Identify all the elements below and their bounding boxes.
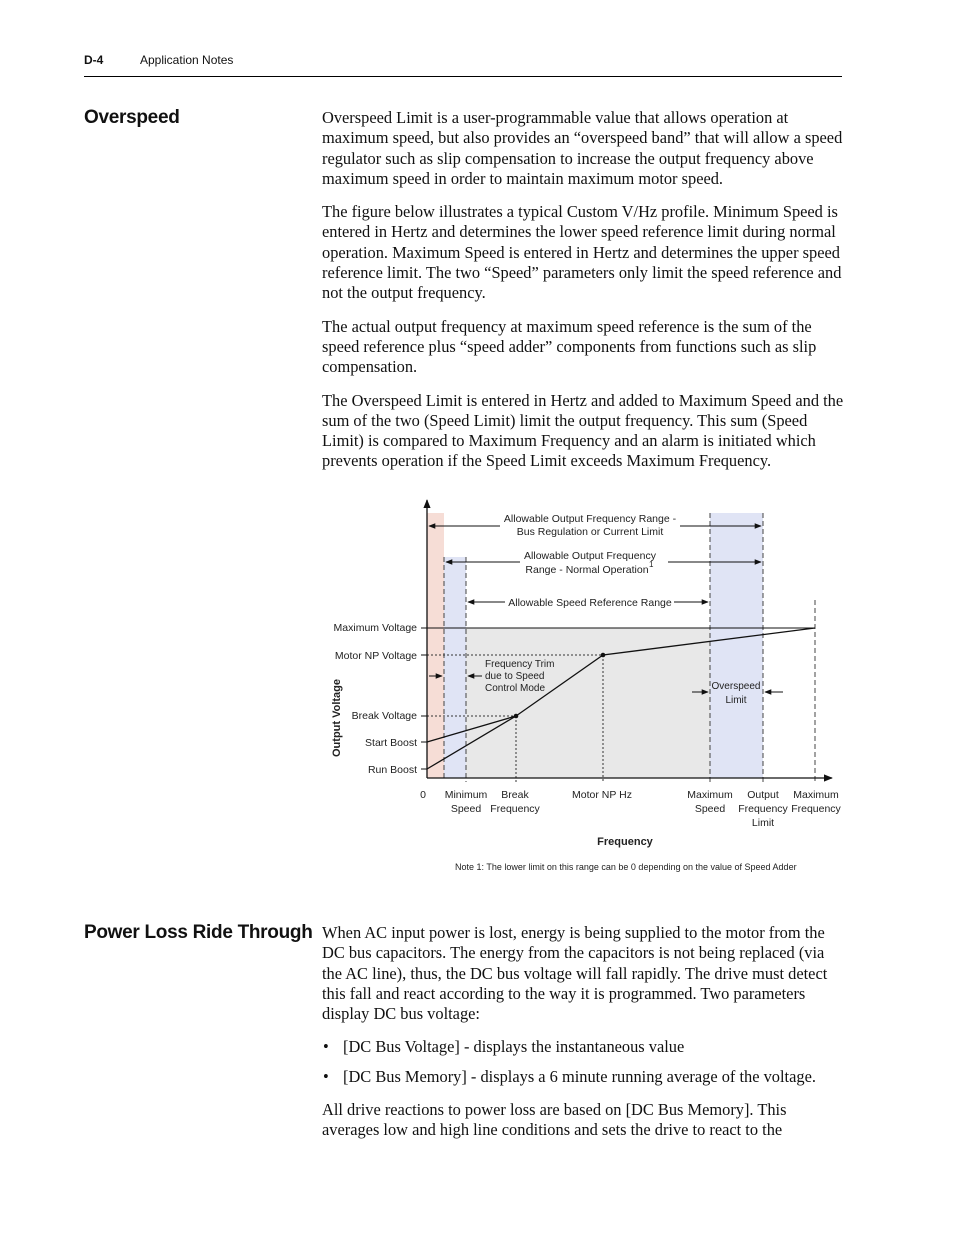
page-number: D-4 bbox=[84, 53, 104, 67]
x-label-max-freq-2: Frequency bbox=[791, 803, 841, 815]
freq-trim-label-2: due to Speed bbox=[485, 671, 545, 682]
x-label-max-speed-2: Speed bbox=[694, 803, 726, 815]
output-freq-range-label-2: Bus Regulation or Current Limit bbox=[516, 526, 664, 538]
normal-op-range-label-2: Range - Normal Operation bbox=[525, 564, 649, 576]
overspeed-paragraph-2: The figure below illustrates a typical Custom V/Hz profile. Minimum Speed is entered in Hertz and determines the lower speed reference limit during normal operation. Maximum Speed is entered in Hertz and determines the upper speed reference limit. The two “Speed” parameters only limit the speed reference and not the output frequency. bbox=[322, 202, 842, 303]
normal-op-range-label-1: Allowable Output Frequency bbox=[524, 550, 656, 562]
x-label-max-freq-1: Maximum bbox=[793, 789, 839, 801]
overspeed-paragraph-1: Overspeed Limit is a user-programmable value that allows operation at maximum speed, but also provides an “overspeed band” that will allow a speed regulator such as slip compensation to increase the output frequency above maximum speed in order to maintain maximum motor speed. bbox=[322, 108, 843, 188]
list-item-text: [DC Bus Voltage] - displays the instantaneous value bbox=[343, 1037, 685, 1057]
motor-np-point bbox=[601, 653, 606, 658]
power-loss-paragraph-2: All drive reactions to power loss are based on [DC Bus Memory]. This averages low and high line conditions and sets the drive to react to the bbox=[322, 1100, 787, 1140]
x-label-out-freq-limit-2: Frequency bbox=[738, 803, 788, 815]
list-item-text: [DC Bus Memory] - displays a 6 minute running average of the voltage. bbox=[343, 1066, 816, 1086]
overspeed-limit-label-1: Overspeed bbox=[711, 681, 761, 692]
bullet-glyph: • bbox=[323, 1066, 329, 1086]
x-label-max-speed-1: Maximum bbox=[687, 789, 733, 801]
y-axis-title: Output Voltage bbox=[331, 678, 343, 758]
y-label-motor-np-voltage: Motor NP Voltage bbox=[334, 650, 417, 662]
speed-reference-region bbox=[466, 628, 710, 778]
y-label-break-voltage: Break Voltage bbox=[351, 710, 417, 722]
bullet-glyph: • bbox=[323, 1037, 329, 1057]
x-label-motor-np-hz: Motor NP Hz bbox=[572, 789, 632, 801]
x-label-min-speed-1: Minimum bbox=[444, 789, 488, 801]
break-point bbox=[514, 714, 519, 719]
y-label-start-boost: Start Boost bbox=[365, 737, 417, 749]
power-loss-body bbox=[322, 923, 844, 1154]
y-label-run-boost: Run Boost bbox=[367, 764, 417, 776]
x-label-break-freq-2: Frequency bbox=[490, 803, 540, 815]
overspeed-paragraph-3: The actual output frequency at maximum speed reference is the sum of the speed reference plus “speed adder” components from functions such as slip compensation. bbox=[322, 316, 817, 377]
x-label-zero: 0 bbox=[420, 789, 426, 801]
power-loss-paragraph-1: When AC input power is lost, energy is being supplied to the motor from the DC bus capacitors. The energy from the capacitors is not being replaced (via the AC line), thus, the DC bus voltage will fall rapidly. The drive must detect this fall and react according to the way it is programmed. Two parameters display DC bus voltage: bbox=[322, 923, 828, 1024]
speed-ref-range-label: Allowable Speed Reference Range bbox=[508, 597, 672, 609]
running-header-title: Application Notes bbox=[140, 53, 234, 67]
freq-trim-label-3: Control Mode bbox=[485, 683, 546, 694]
overspeed-paragraph-4: The Overspeed Limit is entered in Hertz and added to Maximum Speed and the sum of the two (Speed Limit) limit the output frequency. This sum (Speed Limit) is compared to Maximum Frequency and an alarm is initiated which prevents operation if the Speed Limit exceeds Maximum Frequency. bbox=[322, 390, 844, 471]
x-label-out-freq-limit-1: Output bbox=[747, 789, 779, 801]
freq-trim-label-1: Frequency Trim bbox=[485, 659, 555, 670]
blue-band-low bbox=[444, 557, 466, 778]
list-item bbox=[322, 1067, 844, 1087]
output-freq-range-label-1: Allowable Output Frequency Range - bbox=[503, 513, 677, 525]
x-label-min-speed-2: Speed bbox=[450, 803, 482, 815]
x-axis-title: Frequency bbox=[597, 836, 653, 848]
overspeed-heading: Overspeed bbox=[84, 107, 180, 128]
blue-band-high bbox=[710, 513, 763, 778]
y-label-max-voltage: Maximum Voltage bbox=[333, 622, 417, 634]
list-item bbox=[322, 1037, 844, 1057]
normal-op-note-mark: 1 bbox=[649, 560, 654, 569]
figure-note: Note 1: The lower limit on this range can be 0 depending on the value of Speed Adder bbox=[455, 862, 797, 872]
power-loss-heading: Power Loss Ride Through bbox=[84, 922, 313, 943]
dc-bus-parameter-list bbox=[322, 1037, 844, 1087]
x-label-break-freq-1: Break bbox=[501, 789, 529, 801]
overspeed-limit-label-2: Limit bbox=[725, 695, 747, 706]
x-label-out-freq-limit-3: Limit bbox=[751, 817, 775, 829]
